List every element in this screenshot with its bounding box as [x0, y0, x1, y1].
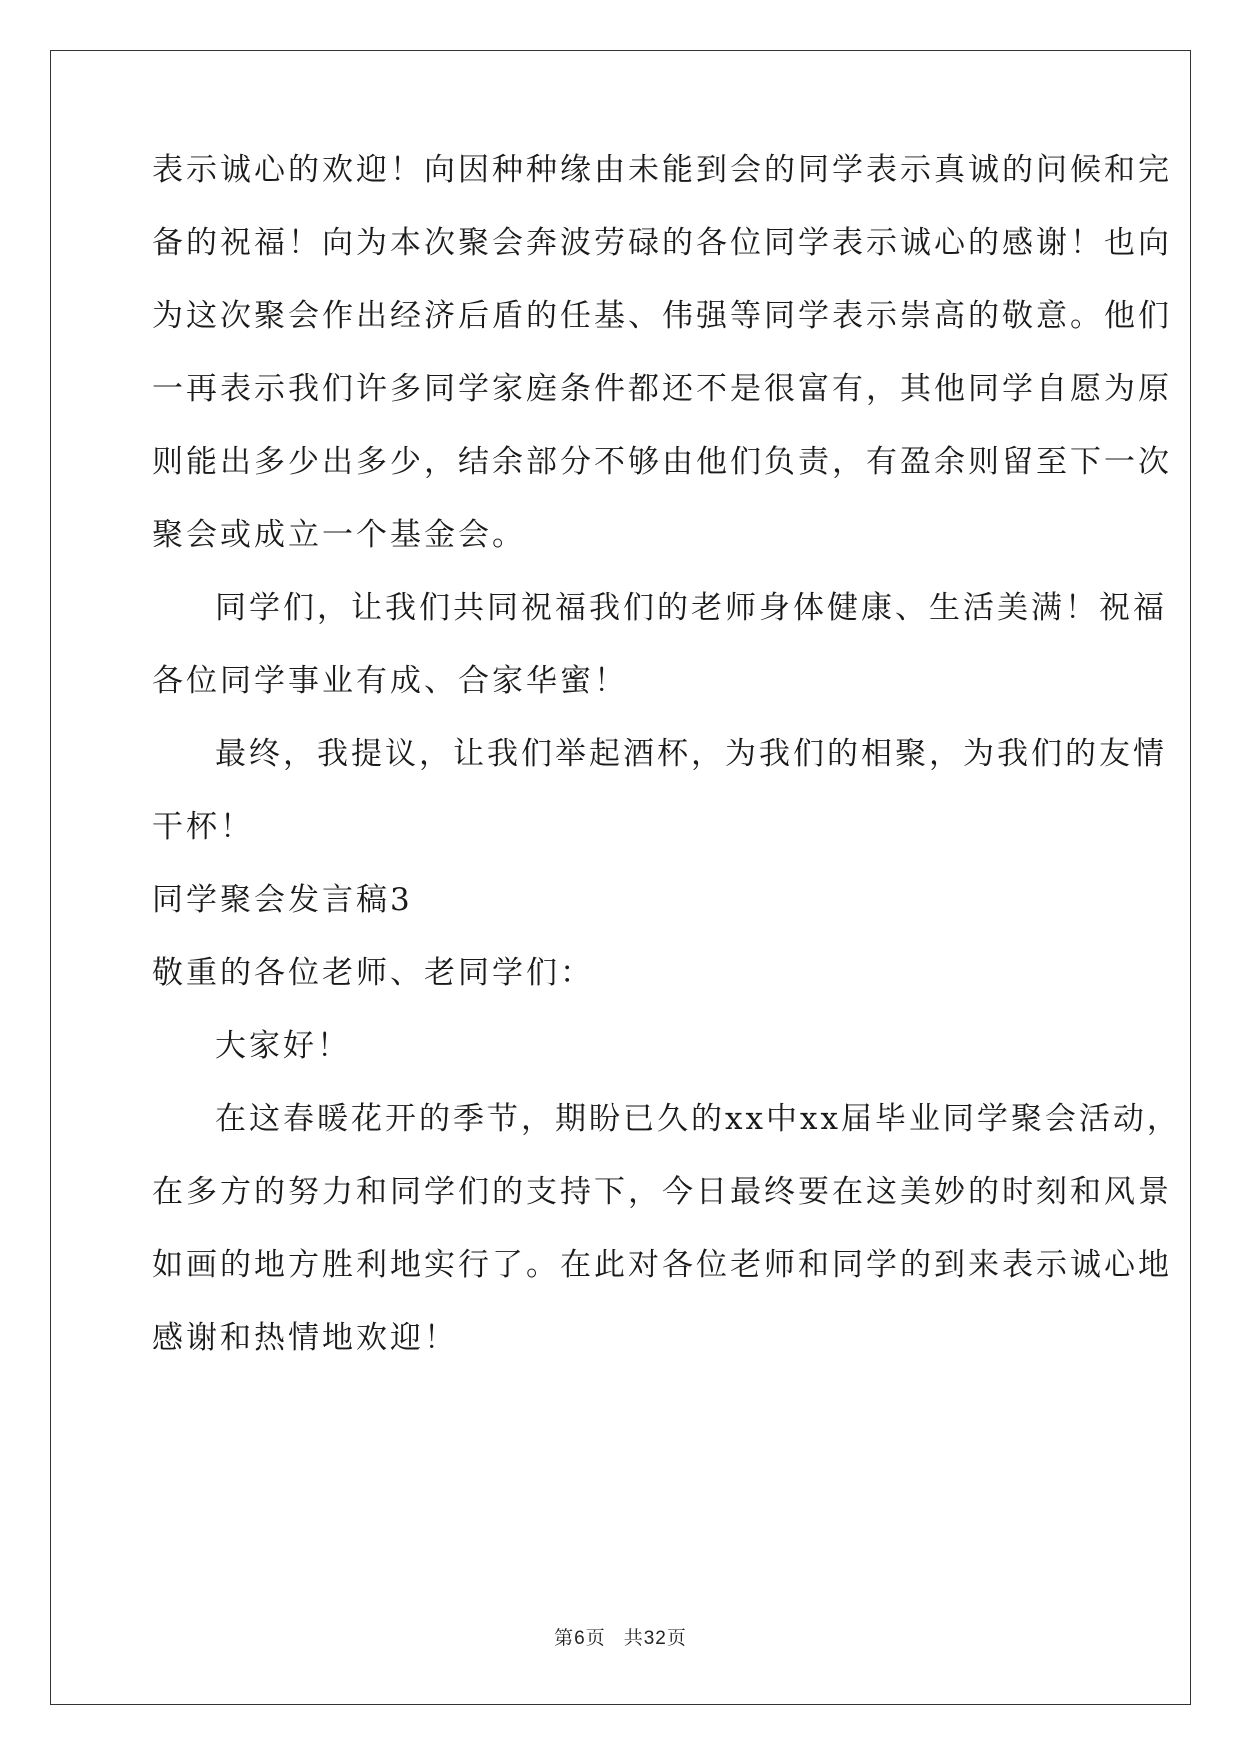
- text-line: 干杯！: [152, 809, 254, 845]
- text-line: 各位同学事业有成、合家华蜜！: [152, 663, 628, 699]
- text-line: 最终，我提议，让我们举起酒杯，为我们的相聚，为我们的友情: [215, 736, 1167, 772]
- page-prefix: 第: [554, 1627, 575, 1649]
- text-line: 则能出多少出多少，结余部分不够由他们负责，有盈余则留至下一次: [152, 444, 1172, 480]
- total-prefix: 共: [623, 1627, 644, 1649]
- page-suffix: 页: [585, 1627, 606, 1649]
- page-footer: [0, 1626, 1241, 1651]
- page-number: 6: [574, 1628, 586, 1649]
- text-line: 在多方的努力和同学们的支持下，今日最终要在这美妙的时刻和风景: [152, 1174, 1172, 1210]
- text-line: 在这春暖花开的季节，期盼已久的xx中xx届毕业同学聚会活动，: [215, 1101, 1181, 1137]
- text-line: 聚会或成立一个基金会。: [152, 517, 526, 553]
- section-title: 同学聚会发言稿3: [152, 882, 413, 918]
- total-suffix: 页: [666, 1627, 687, 1649]
- text-line: 同学们，让我们共同祝福我们的老师身体健康、生活美满！祝福: [215, 590, 1167, 626]
- text-line: 如画的地方胜利地实行了。在此对各位老师和同学的到来表示诚心地: [152, 1247, 1172, 1283]
- text-line: 感谢和热情地欢迎！: [152, 1320, 458, 1356]
- text-line: 备的祝福！向为本次聚会奔波劳碌的各位同学表示诚心的感谢！也向: [152, 225, 1172, 261]
- greeting: 大家好！: [215, 1028, 351, 1064]
- text-line: 一再表示我们许多同学家庭条件都还不是很富有，其他同学自愿为原: [152, 371, 1172, 407]
- text-line: 表示诚心的欢迎！向因种种缘由未能到会的同学表示真诚的问候和完: [152, 152, 1172, 188]
- text-line: 为这次聚会作出经济后盾的任基、伟强等同学表示崇高的敬意。他们: [152, 298, 1172, 334]
- salutation: 敬重的各位老师、老同学们：: [152, 955, 594, 991]
- total-pages: 32: [643, 1628, 667, 1649]
